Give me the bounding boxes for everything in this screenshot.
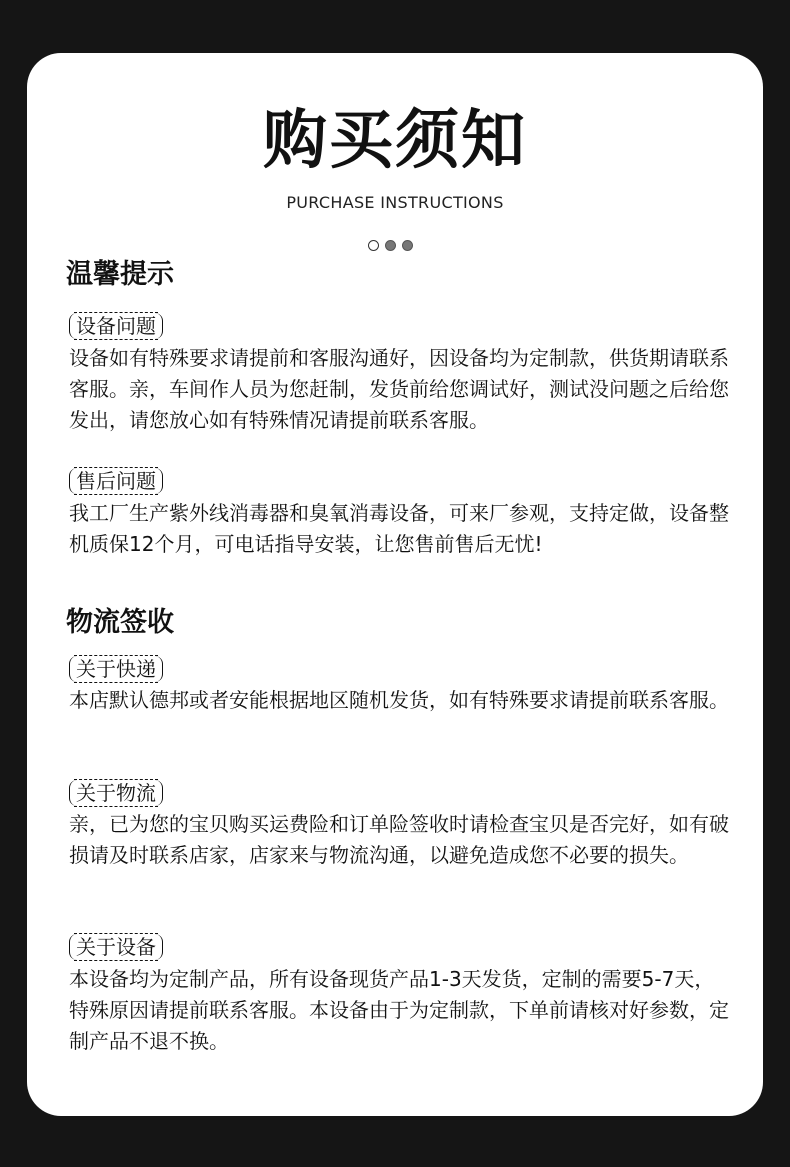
tag-logistics: 关于物流 bbox=[69, 780, 163, 806]
dot-filled-icon bbox=[402, 240, 413, 251]
paragraph-equipment-issue: 设备如有特殊要求请提前和客服沟通好，因设备均为定制款，供货期请联系客服。亲，车间作人员为您赶制，发货前给您调试好，测试没问题之后给您发出，请您放心如有特殊情况请提前联系客服。 bbox=[69, 346, 729, 432]
paragraph-express: 本店默认德邦或者安能根据地区随机发货，如有特殊要求请提前联系客服。 bbox=[69, 688, 729, 712]
tag-express: 关于快递 bbox=[69, 656, 163, 682]
page-title: 购买须知 bbox=[263, 104, 527, 178]
dot-filled-icon bbox=[385, 240, 396, 251]
tag-equipment-issue: 设备问题 bbox=[69, 313, 163, 339]
dot-outline-icon bbox=[368, 240, 379, 251]
tag-device: 关于设备 bbox=[69, 934, 163, 960]
section-title-tips: 温馨提示 bbox=[66, 259, 174, 290]
tag-after-sales: 售后问题 bbox=[69, 468, 163, 494]
paragraph-logistics: 亲，已为您的宝贝购买运费险和订单险签收时请检查宝贝是否完好，如有破损请及时联系店家，店家来与物流沟通，以避免造成您不必要的损失。 bbox=[69, 812, 729, 867]
page-subtitle: PURCHASE INSTRUCTIONS bbox=[286, 193, 504, 212]
paragraph-after-sales: 我工厂生产紫外线消毒器和臭氧消毒设备，可来厂参观，支持定做，设备整机质保12个月，可电话指导安装，让您售前售后无忧! bbox=[69, 501, 729, 556]
section-title-logistics: 物流签收 bbox=[66, 607, 174, 638]
decorative-dots bbox=[368, 240, 413, 251]
instructions-card bbox=[27, 53, 763, 1116]
paragraph-device: 本设备均为定制产品，所有设备现货产品1-3天发货，定制的需要5-7天，特殊原因请提前联系客服。本设备由于为定制款，下单前请核对好参数，定制产品不退不换。 bbox=[69, 967, 729, 1053]
